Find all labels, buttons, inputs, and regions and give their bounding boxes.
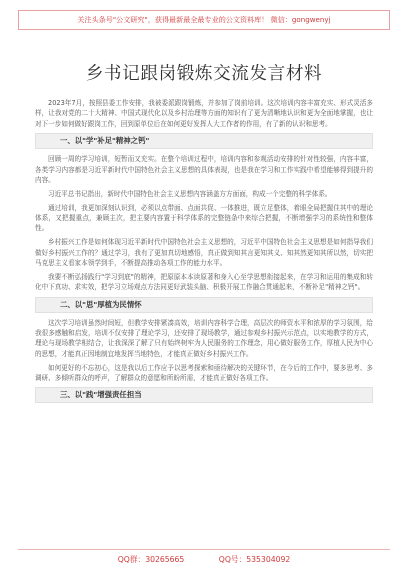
footer-divider: [18, 549, 390, 550]
paragraph: 这次学习培训虽然时间短，但教学安排紧凑高效，培训内容科学合理，高层次的师资水平和浓厚的学习氛围，给我很多感触和启发，培训不仅安排了理论学习，还安排了现场教学，通过参观乡村振兴示范点，以实地教学的方式，理论与现场教学相结合，让我深深了解了只有始终树牢为人民服务的工作理念，用心做好服务工作，厚植人民为中心的思想，才能真正因地制宜地发挥当地特色，才能真正做好乡村振兴工作。: [35, 318, 373, 358]
qq-number: QQ号：535304092: [218, 555, 291, 564]
paragraph: 2023年7月，按照县委工作安排，我被委派跟岗锻炼，并参加了岗前培训。这次培训内容丰富充实、形式灵活多样，让我对党的二十大精神、中国式现代化以及乡村治理等方面的知识有了更为清晰地认识和更为全面地掌握，也让对下一步如何做好跟岗工作，回到原单位后在如何更好发挥人大工作者的作用，有了新的认识和思考。: [35, 99, 373, 128]
paragraph: 习近平总书记指出，新时代中国特色社会主义思想内容涵盖方方面面，构成一个完整的科学体系。: [48, 189, 332, 198]
banner: 关注头条号"公文研究"，获得最新最全最专业的公文资料库！ 微信：gongwenyj: [18, 10, 390, 30]
section-heading: 一、以"学"补足"精神之钙": [35, 133, 373, 149]
paragraph: 通过培训，我更加深刻认识到，必须以点带面、点面共促、一体推进，既立足整体，着眼全局把握住其中的理论体系，又把握重点，兼顾主次，把主要内容置于科学体系的完整链条中来综合把握，不断增强学习的系统性和整体性。: [35, 203, 373, 233]
section-heading: 三、以"践"增强责任担当: [35, 387, 373, 403]
paragraph: 乡村振兴工作是如何体现习近平新时代中国特色社会主义思想的，习近平中国特色社会主义思想是如何指导我们做好乡村振兴工作的？通过学习，我有了更加真切地感悟，真正做到知其言更知其义、知其然更知其所以然，切实把马克思主义看家本领学到手，不断提高推动各项工作的能力水平。: [35, 238, 373, 268]
document-body: [35, 98, 373, 408]
paragraph: 回顾一周的学习培训，短暂而又充实。在整个培训过程中，培训内容和参观活动安排的针对性较强，内容丰富，各类学习内容都是习近平新时代中国特色社会主义思想的具体表现，也是我在学习和工作实践中希望能够得到提升的内容。: [35, 155, 373, 185]
paragraph: 如何更好的不忘初心，这是我以后工作应予以思考探索和亟待解决的关键环节，在今后的工作中，要多思考、多调研、多倾听群众的呼声，了解群众的意愿和所盼所需，才能真正做好各项工作。: [35, 363, 373, 383]
footer: [0, 554, 408, 565]
section-heading: 二、以"思"厚植为民情怀: [35, 297, 373, 313]
paragraph: 我要不断弘扬践行"学习到底"的精神，把原原本本读原著和身入心至学思想衔接起来，在学习和运用的集成和转化中下真功、求实效，把学习立场观点方法同更好武装头脑、积极开展工作融合贯通起来，不断补足"精神之钙"。: [35, 272, 373, 292]
qq-group: QQ群：30265665: [117, 555, 185, 564]
page-title: 乡书记跟岗锻炼交流发言材料: [85, 64, 323, 84]
